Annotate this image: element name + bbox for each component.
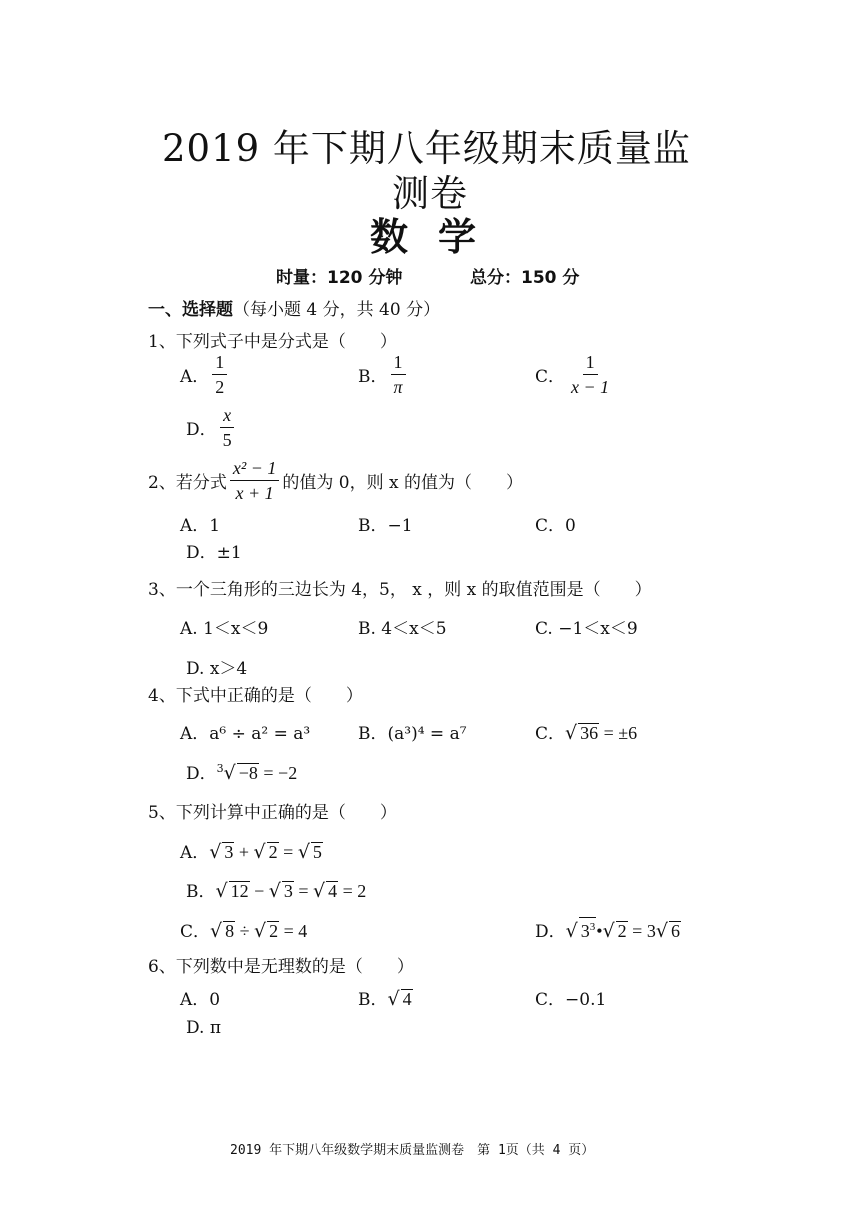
- numerator: 1: [583, 352, 598, 375]
- radical-sign: √: [268, 880, 281, 902]
- option-label: A．: [180, 367, 210, 387]
- denominator: 5: [222, 430, 232, 450]
- question-3-option-c[interactable]: C. −1＜x＜9: [535, 619, 638, 639]
- radicand: 2: [617, 921, 627, 941]
- radicand: 4: [328, 881, 338, 901]
- option-label: D．: [535, 922, 566, 942]
- option-label: B．: [186, 882, 216, 902]
- operator: +: [234, 842, 254, 862]
- fraction: [391, 352, 406, 397]
- question-3-option-d[interactable]: D. x＞4: [186, 659, 248, 679]
- question-1-option-c[interactable]: [535, 352, 615, 397]
- question-3-option-a[interactable]: A. 1＜x＜9: [180, 619, 269, 639]
- numerator: x: [220, 405, 234, 428]
- option-rest: = −2: [258, 763, 298, 783]
- question-6-stem: 6、下列数中是无理数的是（ ）: [148, 957, 414, 977]
- radical-sign: √: [565, 722, 578, 744]
- radical-sign: √: [210, 920, 223, 942]
- option-label: A．: [180, 843, 210, 863]
- radicand: 2: [268, 842, 278, 862]
- stem-text: 的值为 0，则 x 的值为（ ）: [282, 473, 523, 493]
- option-label: B．: [358, 367, 388, 387]
- root-index: 3: [216, 762, 224, 775]
- option-label: C．: [535, 367, 566, 387]
- question-1-stem: 1、下列式子中是分式是（ ）: [148, 332, 397, 352]
- radicand: 8: [225, 921, 235, 941]
- question-4-option-d[interactable]: [186, 759, 297, 784]
- option-rest: = ±6: [599, 723, 638, 743]
- numerator: x² − 1: [230, 458, 280, 481]
- question-4-option-b[interactable]: B．(a³)⁴ = a⁷: [358, 724, 467, 744]
- radical-sign: √: [565, 920, 578, 942]
- radicand: 12: [230, 881, 249, 901]
- fraction: [220, 405, 235, 450]
- question-4-stem: 4、下式中正确的是（ ）: [148, 686, 363, 706]
- numerator: 1: [391, 352, 406, 375]
- question-5-option-b[interactable]: [186, 877, 366, 902]
- question-1-option-d[interactable]: [186, 405, 238, 450]
- question-2-option-d[interactable]: D．±1: [186, 543, 242, 563]
- question-2-option-c[interactable]: C．0: [535, 516, 576, 536]
- radicand: 3: [283, 881, 293, 901]
- question-5-option-a[interactable]: [180, 838, 323, 863]
- page-title-line1: 2019 年下期八年级期末质量监: [162, 127, 691, 170]
- operator: = 3: [627, 921, 656, 941]
- radical-sign: √: [297, 841, 310, 863]
- question-6-option-a[interactable]: A．0: [180, 990, 221, 1010]
- radical-sign: √: [602, 920, 615, 942]
- section-heading: [148, 295, 440, 320]
- option-label: B．: [358, 990, 388, 1010]
- radicand-base: 3: [580, 921, 590, 941]
- option-label: C．: [535, 724, 566, 744]
- radicand: 36: [580, 723, 599, 743]
- option-label: D．: [186, 764, 217, 784]
- section-note: （每小题 4 分，共 40 分）: [233, 300, 441, 320]
- denominator: 2: [215, 377, 225, 397]
- stem-text: 2、若分式: [148, 473, 227, 493]
- operator: ÷: [235, 921, 255, 941]
- operator: =: [278, 842, 298, 862]
- exam-total-score: 总分：150 分: [470, 268, 580, 288]
- radical-sign: √: [655, 920, 668, 942]
- radicand: −8: [238, 763, 258, 783]
- question-1-option-b[interactable]: [358, 352, 409, 397]
- denominator: π: [393, 377, 403, 397]
- question-6-option-d[interactable]: D. π: [186, 1018, 222, 1038]
- section-title: 一、选择题: [148, 300, 233, 320]
- exam-time: 时量：120 分钟: [276, 268, 403, 288]
- denominator: x + 1: [235, 483, 274, 503]
- radical-sign: √: [313, 880, 326, 902]
- question-2-stem: [148, 458, 523, 503]
- radical-sign: √: [253, 841, 266, 863]
- question-5-stem: 5、下列计算中正确的是（ ）: [148, 803, 397, 823]
- radical-sign: √: [254, 920, 267, 942]
- radical-sign: √: [223, 762, 236, 784]
- operator: −: [249, 881, 269, 901]
- question-5-option-c[interactable]: [180, 917, 307, 942]
- page-footer: 2019 年下期八年级数学期末质量监测卷 第 1页（共 4 页）: [230, 1143, 595, 1158]
- question-2-option-a[interactable]: A．1: [180, 516, 221, 536]
- fraction: [568, 352, 612, 397]
- question-4-option-a[interactable]: A．a⁶ ÷ a² = a³: [180, 724, 311, 744]
- fraction: [230, 458, 280, 503]
- question-4-option-c[interactable]: [535, 719, 637, 744]
- radicand: 6: [670, 921, 680, 941]
- numerator: 1: [212, 352, 227, 375]
- radical-sign: √: [209, 841, 222, 863]
- question-6-option-b[interactable]: [358, 985, 413, 1010]
- option-rest: = 4: [279, 921, 308, 941]
- page-title-line2: 测卷: [392, 172, 468, 215]
- subject-title: 数学: [370, 215, 507, 259]
- radicand: 3: [224, 842, 234, 862]
- operator: •: [596, 921, 603, 941]
- question-3-stem: 3、一个三角形的三边长为 4，5， x ，则 x 的取值范围是（ ）: [148, 580, 652, 600]
- question-2-option-b[interactable]: B．−1: [358, 516, 413, 536]
- option-label: D．: [186, 420, 217, 440]
- question-5-option-d[interactable]: [535, 917, 681, 942]
- option-label: C．: [180, 922, 211, 942]
- radicand: 2: [269, 921, 279, 941]
- fraction: [212, 352, 227, 397]
- denominator: x − 1: [571, 377, 610, 397]
- question-1-option-a[interactable]: [180, 352, 230, 397]
- question-3-option-b[interactable]: B. 4＜x＜5: [358, 619, 447, 639]
- question-6-option-c[interactable]: C．−0.1: [535, 990, 607, 1010]
- radical-sign: √: [387, 988, 400, 1010]
- radicand: [579, 917, 597, 940]
- operator: =: [293, 881, 314, 901]
- option-rest: = 2: [338, 881, 367, 901]
- exponent: 3: [589, 921, 596, 933]
- radicand: 5: [312, 842, 322, 862]
- radicand: 4: [402, 989, 412, 1009]
- radical-sign: √: [215, 880, 228, 902]
